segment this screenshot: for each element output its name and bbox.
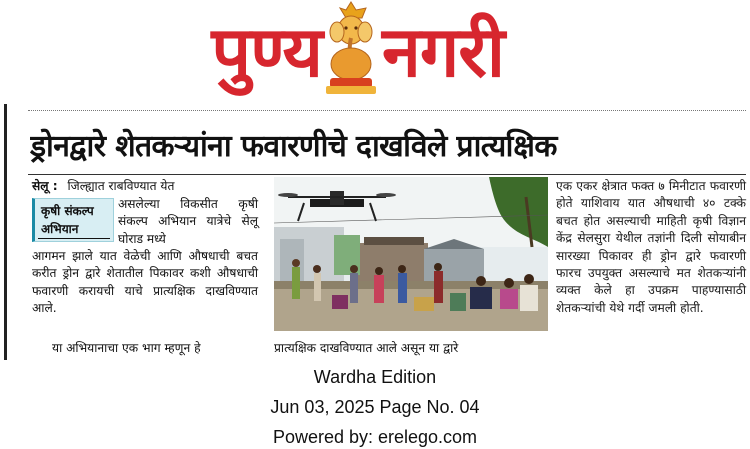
badge-line-2: अभियान — [41, 222, 79, 236]
masthead-title-right: नगरी — [382, 11, 505, 93]
masthead-title-left: पुण्य — [211, 11, 322, 93]
edition-label: Wardha Edition — [313, 367, 437, 387]
section-badge — [32, 198, 114, 242]
powered-by-link[interactable]: Powered by: erelego.com — [272, 427, 478, 447]
article-paragraph-continued: या अभियानाचा एक भाग म्हणून हे — [52, 341, 201, 355]
article-paragraph-bottom — [32, 340, 258, 357]
divider-solid — [28, 174, 746, 175]
photo-caption: प्रात्यक्षिक दाखविण्यात आले असून या द्वारे — [274, 341, 459, 355]
article-paragraph-top: असलेल्या विकसीत कृषी संकल्प अभियान यात्रेचे सेलू घोराड मध्ये — [118, 197, 258, 246]
divider-dotted — [28, 110, 746, 111]
drone-demo-photo — [274, 177, 548, 331]
masthead — [0, 0, 750, 104]
article-paragraph: आगमन झाले यात वेळेची आणि औषधाची बचत करीत ड्रोन द्वारे शेतातील पिकावर कशी औषधाची फवारणी करायची याचे प्रात्यक्षिक दाखविण्यात आले. — [32, 249, 258, 316]
article-right-column: एक एकर क्षेत्रात फक्त ७ मिनीटात फवारणी होते याशिवाय यात औषधाची ४० टक्के बचत होत असल्याची माहिती कृषी विज्ञान केंद्र सेलसुरा येथील तज्ञांनी दिली सोयाबीन सारख्या पिकावर ही ड्रोन द्वारे फवारणी फारच उपयुक्त असल्याचे मत शेतकऱ्यांनी व्यक्त केले हा उपक्रम पाहण्यासाठी शेतकऱ्यांची येथे गर्दी जमली होती. — [556, 179, 746, 315]
dateline: सेलू : — [32, 179, 58, 193]
badge-line-1: कृषी संकल्प — [41, 204, 94, 218]
dateline-text: जिल्ह्यात राबविण्यात येत — [67, 179, 175, 193]
badge-underline — [38, 238, 110, 239]
dateline-row — [32, 178, 258, 196]
column-marker — [4, 104, 7, 360]
date-page-label: Jun 03, 2025 Page No. 04 — [270, 397, 480, 417]
article-photo — [274, 177, 548, 331]
article-headline: ड्रोनद्वारे शेतकऱ्यांना फवारणीचे दाखविले प्रात्यक्षिक — [30, 129, 557, 164]
ganesh-logo-icon — [322, 0, 380, 96]
